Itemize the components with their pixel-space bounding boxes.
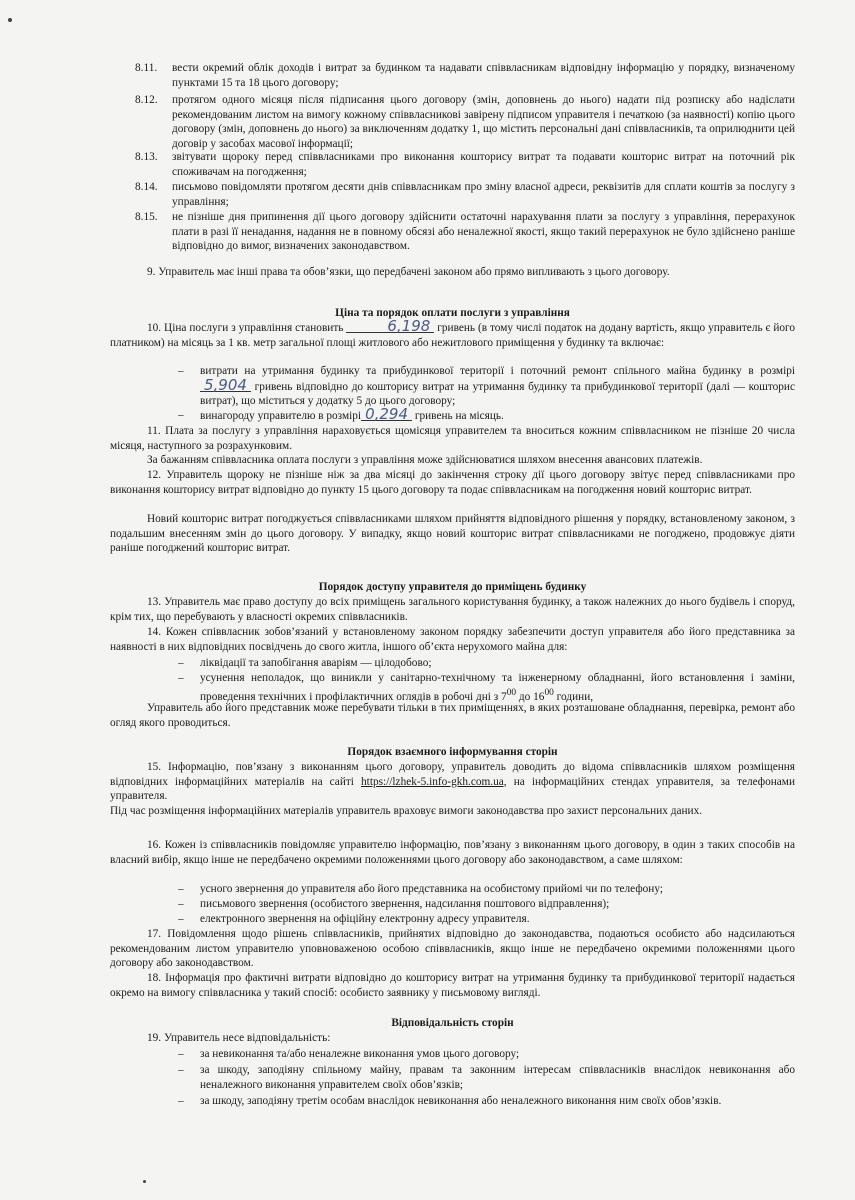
section-heading-info: Порядок взаємного інформування сторін (347, 746, 558, 758)
paragraph-10: 10. Ціна послуги з управління становить 6,198 гривень (в тому числі податок на додану вартість, якщо управитель є його платником) на місяць за 1 кв. метр загальної площі житлового або нежитлового приміщення у будинку та включає: (110, 317, 796, 349)
list-item: 8.14. письмово повідомляти протягом десяти днів співвласникам про зміну власної адреси, реквізитів для сплати коштів за послугу з управління; (135, 181, 795, 208)
list-item: – за шкоду, заподіяну третім особам внаслідок невиконання або неналежного виконання ним своїх обов’язків. (178, 1095, 722, 1107)
list-item: – усного звернення до управителя або його представника на особистому прийомі чи по телефону; (178, 883, 663, 895)
paragraph-11b: За бажанням співвласника оплата послуги з управління може здійснюватися шляхом внесення авансових платежів. (147, 454, 703, 466)
scan-speck (143, 1180, 146, 1183)
website-link[interactable]: https://lzhek-5.info-gkh.com.ua, (361, 775, 507, 788)
paragraph-19: 19. Управитель несе відповідальність: (147, 1032, 331, 1044)
scan-speck (8, 18, 12, 22)
list-item: – письмового звернення (особистого звернення, надсилання поштового відправлення); (178, 898, 610, 910)
handwritten-price: 6,198 (346, 320, 434, 333)
paragraph-18: 18. Інформація про фактичні витрати відповідно до кошторису витрат на утримання будинку та прибудинкової території надається окремо на вимогу співвласника у такий спосіб: особисто заявнику у письмовому вигляді. (110, 972, 795, 999)
paragraph-15b: Під час розміщення інформаційних матеріалів управитель враховує вимоги законодавства про захист персональних даних. (110, 805, 703, 817)
section-heading-access: Порядок доступу управителя до приміщень будинку (318, 581, 587, 593)
list-item: 8.15. не пізніше дня припинення дії цього договору здійснити остаточні нарахування плати за послугу з управління, перерахунок плати в разі її ненадання, надання не в повному обсязі або неналежної якості, якщо такий перерахунок не було здійснено раніше відповідно до вимог, визначених законодавством. (135, 211, 795, 253)
paragraph-17: 17. Повідомлення щодо рішень співвласників, прийнятих відповідно до законодавства, подаються особисто або надсилаються рекомендованим листом управителю уповноваженою особою співвласників, якщо інше не передбачено окремими положеннями цього договору або законодавством. (110, 928, 795, 970)
list-item: – за невиконання та/або неналежне виконання умов цього договору; (178, 1048, 520, 1060)
paragraph-16: 16. Кожен із співвласників повідомляє управителю інформацію, пов’язану з виконанням цього договору, в один з таких способів на власний вибір, якщо інше не передбачено окремими положеннями цього договору або законодавством, а саме шляхом: (110, 839, 795, 866)
paragraph-11: 11. Плата за послугу з управління нараховується щомісяця управителем та вноситься кожним співвласником не пізніше 20 числа місяця, наступного за розрахунковим. (110, 425, 795, 452)
list-item: 8.11. вести окремий облік доходів і витрат за будинком та надавати співвласникам відповідну інформацію у порядку, визначеному пунктами 15 та 18 цього договору; (135, 62, 795, 89)
list-item: – ліквідації та запобігання аваріям — цілодобово; (178, 657, 432, 669)
section-heading-responsibility: Відповідальність сторін (391, 1017, 514, 1029)
list-item: – електронного звернення на офіційну електронну адресу управителя. (178, 913, 530, 925)
list-item: 8.13. звітувати щороку перед співвласниками про виконання кошторису витрат та подавати кошторис витрат на поточний рік споживачам на погодження; (135, 151, 795, 178)
paragraph-15: 15. Інформацію, пов’язану з виконанням цього договору, управитель доводить до відома співвласників шляхом розміщення відповідних інформаційних матеріалів на сайті https://lzhek-5.info-gkh.com.ua, на інформаційних стендах управителя, за телефонами управителя. (110, 761, 795, 803)
list-item: – усунення неполадок, що виникли у санітарно-технічному та інженерному обладнанні, його встановлення і заміни, проведення технічних і профілактичних оглядів в робочі дні з $7^{00}$ до $16^{00}$ години, (178, 672, 795, 703)
list-item: – винагороду управителю в розмірі 0,294 гривень на місяць. (178, 405, 504, 423)
section-heading-price: Ціна та порядок оплати послуги з управління (335, 307, 570, 319)
handwritten-amount: 5,904 (200, 379, 251, 392)
list-item: – за шкоду, заподіяну спільному майну, правам та законним інтересам співвласників внаслідок невиконання або неналежного виконання управителем своїх обов’язків; (178, 1064, 795, 1091)
paragraph-14b: Управитель або його представник може перебувати тільки в тих приміщеннях, в яких розташоване обладнання, перевірка, ремонт або огляд якого проводиться. (110, 702, 795, 729)
paragraph-12: 12. Управитель щороку не пізніше ніж за два місяці до закінчення строку дії цього договору звітує перед співвласниками про виконання кошторису витрат відповідно до пункту 15 цього договору та подає співвласникам на погодження новий кошторис витрат. (110, 469, 795, 496)
handwritten-amount: 0,294 (361, 408, 412, 421)
list-item: 8.12. протягом одного місяця після підписання цього договору (змін, доповнень до нього) надати під розписку або надіслати рекомендованим листом на вимогу кожному співвласникові завірену підписом управителя і печаткою (за наявності) копію цього договору (змін, доповнень до нього) за виключенням додатку 1, що містить персональні дані співвласників, та оприлюднити цей договір у засобах масової інформації; (135, 94, 795, 150)
paragraph-12b: Новий кошторис витрат погоджується співвласниками шляхом прийняття відповідного рішення у порядку, встановленому законом, з подальшим внесенням змін до цього договору. У випадку, якщо новий кошторис витрат співвласниками не погоджено, продовжує діяти раніше погоджений кошторис витрат. (110, 513, 795, 555)
paragraph-13: 13. Управитель має право доступу до всіх приміщень загального користування будинку, а також належних до нього будівель і споруд, крім тих, що перебувають у власності окремих співвласників. (110, 596, 795, 623)
list-item: – витрати на утримання будинку та прибудинкової території і поточний ремонт спільного майна будинку в розмірі 5,904 гривень відповідно до кошторису витрат на утримання будинку та прибудинкової території (далі — кошторис витрат), що міститься у додатку 5 до цього договору; (178, 365, 795, 408)
paragraph-14: 14. Кожен співвласник зобов’язаний у встановленому законом порядку забезпечити доступ управителя або його представника за наявності в них відповідних посвідчень до свого житла, іншого об’єкта нерухомого майна для: (110, 626, 795, 653)
paragraph-9: 9. Управитель має інші права та обов’язки, що передбачені законом або прямо випливають з цього договору. (147, 266, 670, 278)
